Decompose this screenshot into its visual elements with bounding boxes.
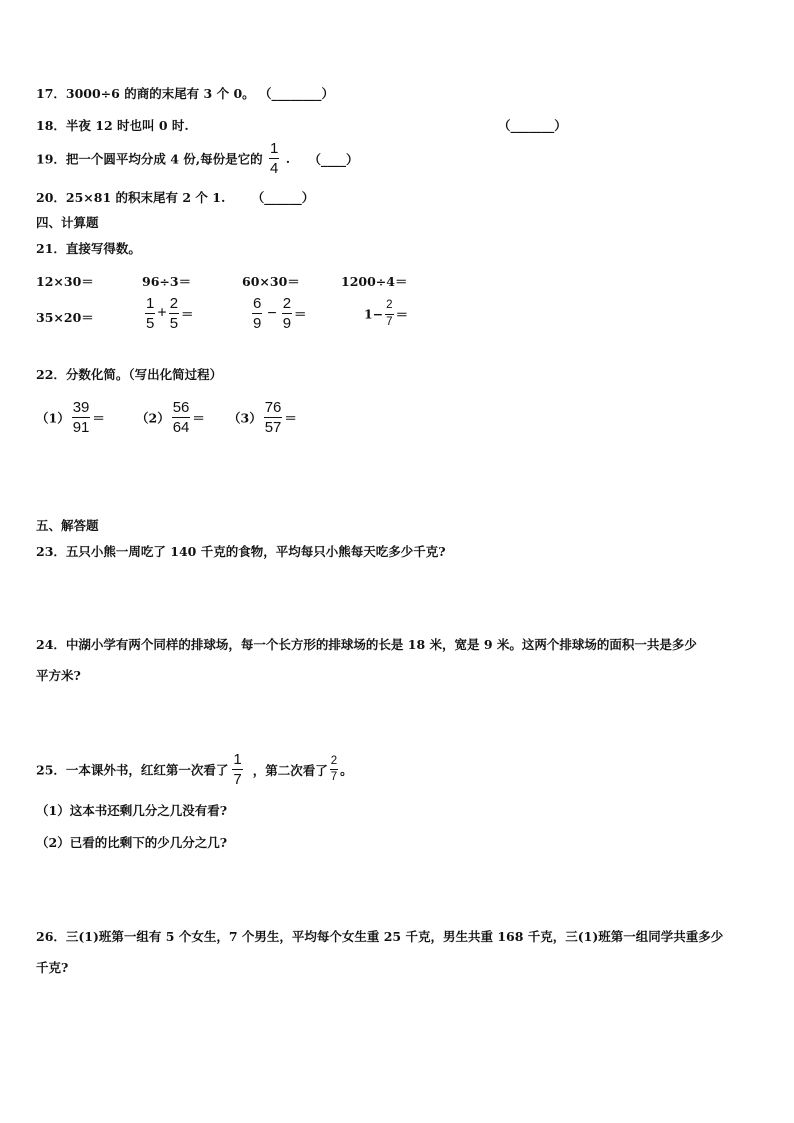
fraction-b: $\frac{2}{5}$ xyxy=(169,295,179,332)
calc-35x20: 35×20＝ xyxy=(36,310,94,325)
answer-blank-18[interactable]: （_______） xyxy=(498,118,567,133)
question-20 xyxy=(36,188,314,206)
calc-60x30: 60×30＝ xyxy=(242,274,300,289)
question-24-line2: 平方米? xyxy=(36,668,81,683)
fraction-two-sevenths: $\frac{2}{7}$ xyxy=(330,754,338,783)
fraction-b: $\frac{2}{7}$ xyxy=(386,299,393,328)
calc-1200div4: 1200÷4＝ xyxy=(341,274,408,289)
calc-12x30: 12×30＝ xyxy=(36,274,94,289)
calc-fraction-add: $\frac{1}{5}$ + $\frac{2}{5}$ ＝ xyxy=(146,295,194,332)
fraction-one-seventh: $\frac{1}{7}$ xyxy=(233,751,242,788)
question-24-line1: 24．中湖小学有两个同样的排球场，每一个长方形的排球场的长是 18 米，宽是 9 米。这两个排球场的面积一共是多少 xyxy=(36,637,697,652)
simplify-item-1: （1） $\frac{39}{91}$ ＝ xyxy=(36,399,105,436)
simplify-item-2: （2） $\frac{56}{64}$ ＝ xyxy=(136,399,205,436)
calc-one-minus-fraction: 1− $\frac{2}{7}$ ＝ xyxy=(364,299,409,328)
question-26-line2: 千克? xyxy=(36,960,69,975)
question-19: 19．把一个圆平均分成 4 份,每份是它的 $\frac{1}{4}$ . （____） xyxy=(36,140,359,177)
question-17-text: 17．3000÷6 的商的末尾有 3 个 0。 xyxy=(36,86,255,101)
question-19-text: 19．把一个圆平均分成 4 份,每份是它的 xyxy=(36,151,263,167)
question-20-text: 20．25×81 的积末尾有 2 个 1. xyxy=(36,190,226,205)
simplify-item-3: （3） $\frac{76}{57}$ ＝ xyxy=(228,399,297,436)
question-26-line1: 26．三(1)班第一组有 5 个女生，7 个男生，平均每个女生重 25 千克，男生共重 168 千克，三(1)班第一组同学共重多少 xyxy=(36,929,724,944)
fraction-a: $\frac{1}{5}$ xyxy=(146,295,155,332)
section-heading-5: 五、解答题 xyxy=(36,518,99,533)
answer-blank-20[interactable]: （______） xyxy=(251,190,315,205)
section-heading-4: 四、计算题 xyxy=(36,215,99,230)
question-18 xyxy=(36,116,189,134)
question-23: 23．五只小熊一周吃了 140 千克的食物，平均每只小熊每天吃多少千克? xyxy=(36,544,446,559)
answer-blank-19[interactable]: （____） xyxy=(308,151,359,167)
question-25: 25．一本课外书，红红第一次看了 $\frac{1}{7}$ ，第二次看了 $\frac{2}{7}$ 。 xyxy=(36,751,353,788)
question-18-text: 18．半夜 12 时也叫 0 时. xyxy=(36,118,189,133)
fraction-a: $\frac{6}{9}$ xyxy=(253,295,262,332)
question-25-sub2: （2）已看的比剩下的少几分之几? xyxy=(36,835,228,850)
fraction-56-64: $\frac{56}{64}$ xyxy=(172,399,190,436)
calc-96div3: 96÷3＝ xyxy=(142,274,192,289)
fraction-76-57: $\frac{76}{57}$ xyxy=(264,399,282,436)
question-25-sub1: （1）这本书还剩几分之几没有看? xyxy=(36,803,228,818)
fraction-one-quarter: $\frac{1}{4}$ xyxy=(270,140,279,177)
calc-fraction-subtract: $\frac{6}{9}$ − $\frac{2}{9}$ ＝ xyxy=(253,295,307,332)
answer-blank-17[interactable]: （________） xyxy=(259,86,335,101)
question-17 xyxy=(36,84,334,102)
question-22-title: 22．分数化简。（写出化简过程） xyxy=(36,367,223,382)
question-21-title: 21．直接写得数。 xyxy=(36,241,141,256)
fraction-39-91: $\frac{39}{91}$ xyxy=(72,399,90,436)
fraction-b: $\frac{2}{9}$ xyxy=(282,295,292,332)
